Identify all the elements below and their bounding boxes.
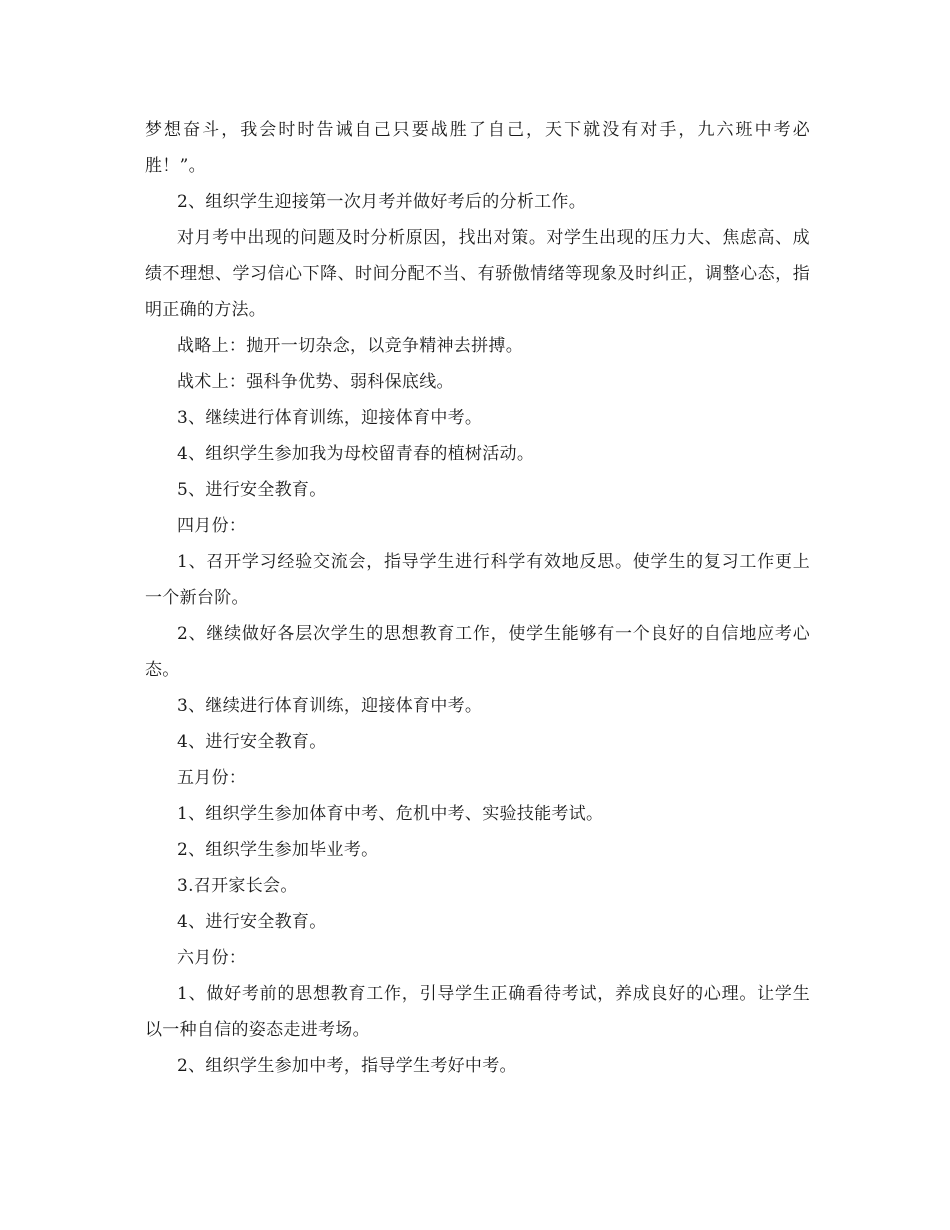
paragraph: 战术上：强科争优势、弱科保底线。 bbox=[177, 372, 454, 392]
paragraph: 5、进行安全教育。 bbox=[177, 480, 327, 500]
document-body bbox=[145, 112, 810, 1084]
paragraph: 2、组织学生迎接第一次月考并做好考后的分析工作。 bbox=[177, 192, 587, 212]
section-heading-june: 六月份： bbox=[177, 948, 247, 968]
paragraph: 4、组织学生参加我为母校留青春的植树活动。 bbox=[177, 444, 535, 464]
paragraph: 对月考中出现的问题及时分析原因，找出对策。对学生出现的压力大、焦虑高、成绩不理想、学习信心下降、时间分配不当、有骄傲情绪等现象及时纠正，调整心态，指明正确的方法。 bbox=[145, 228, 810, 320]
paragraph: 战略上：抛开一切杂念，以竞争精神去拼搏。 bbox=[177, 336, 523, 356]
paragraph: 2、组织学生参加中考，指导学生考好中考。 bbox=[177, 1056, 517, 1076]
paragraph: 1、做好考前的思想教育工作，引导学生正确看待考试，养成良好的心理。让学生以一种自信的姿态走进考场。 bbox=[145, 984, 810, 1040]
paragraph: 1、组织学生参加体育中考、危机中考、实验技能考试。 bbox=[177, 804, 604, 824]
paragraph: 3、继续进行体育训练，迎接体育中考。 bbox=[177, 696, 483, 716]
section-heading-may: 五月份： bbox=[177, 768, 247, 788]
paragraph: 梦想奋斗，我会时时告诫自己只要战胜了自己，天下就没有对手，九六班中考必胜！”。 bbox=[145, 120, 810, 176]
paragraph: 2、组织学生参加毕业考。 bbox=[177, 840, 379, 860]
section-heading-april: 四月份： bbox=[177, 516, 247, 536]
paragraph: 4、进行安全教育。 bbox=[177, 912, 327, 932]
paragraph: 2、继续做好各层次学生的思想教育工作，使学生能够有一个良好的自信地应考心态。 bbox=[145, 624, 810, 680]
paragraph: 4、进行安全教育。 bbox=[177, 732, 327, 752]
paragraph: 1、召开学习经验交流会，指导学生进行科学有效地反思。使学生的复习工作更上一个新台阶。 bbox=[145, 552, 810, 608]
paragraph: 3.召开家长会。 bbox=[177, 876, 298, 896]
paragraph: 3、继续进行体育训练，迎接体育中考。 bbox=[177, 408, 483, 428]
